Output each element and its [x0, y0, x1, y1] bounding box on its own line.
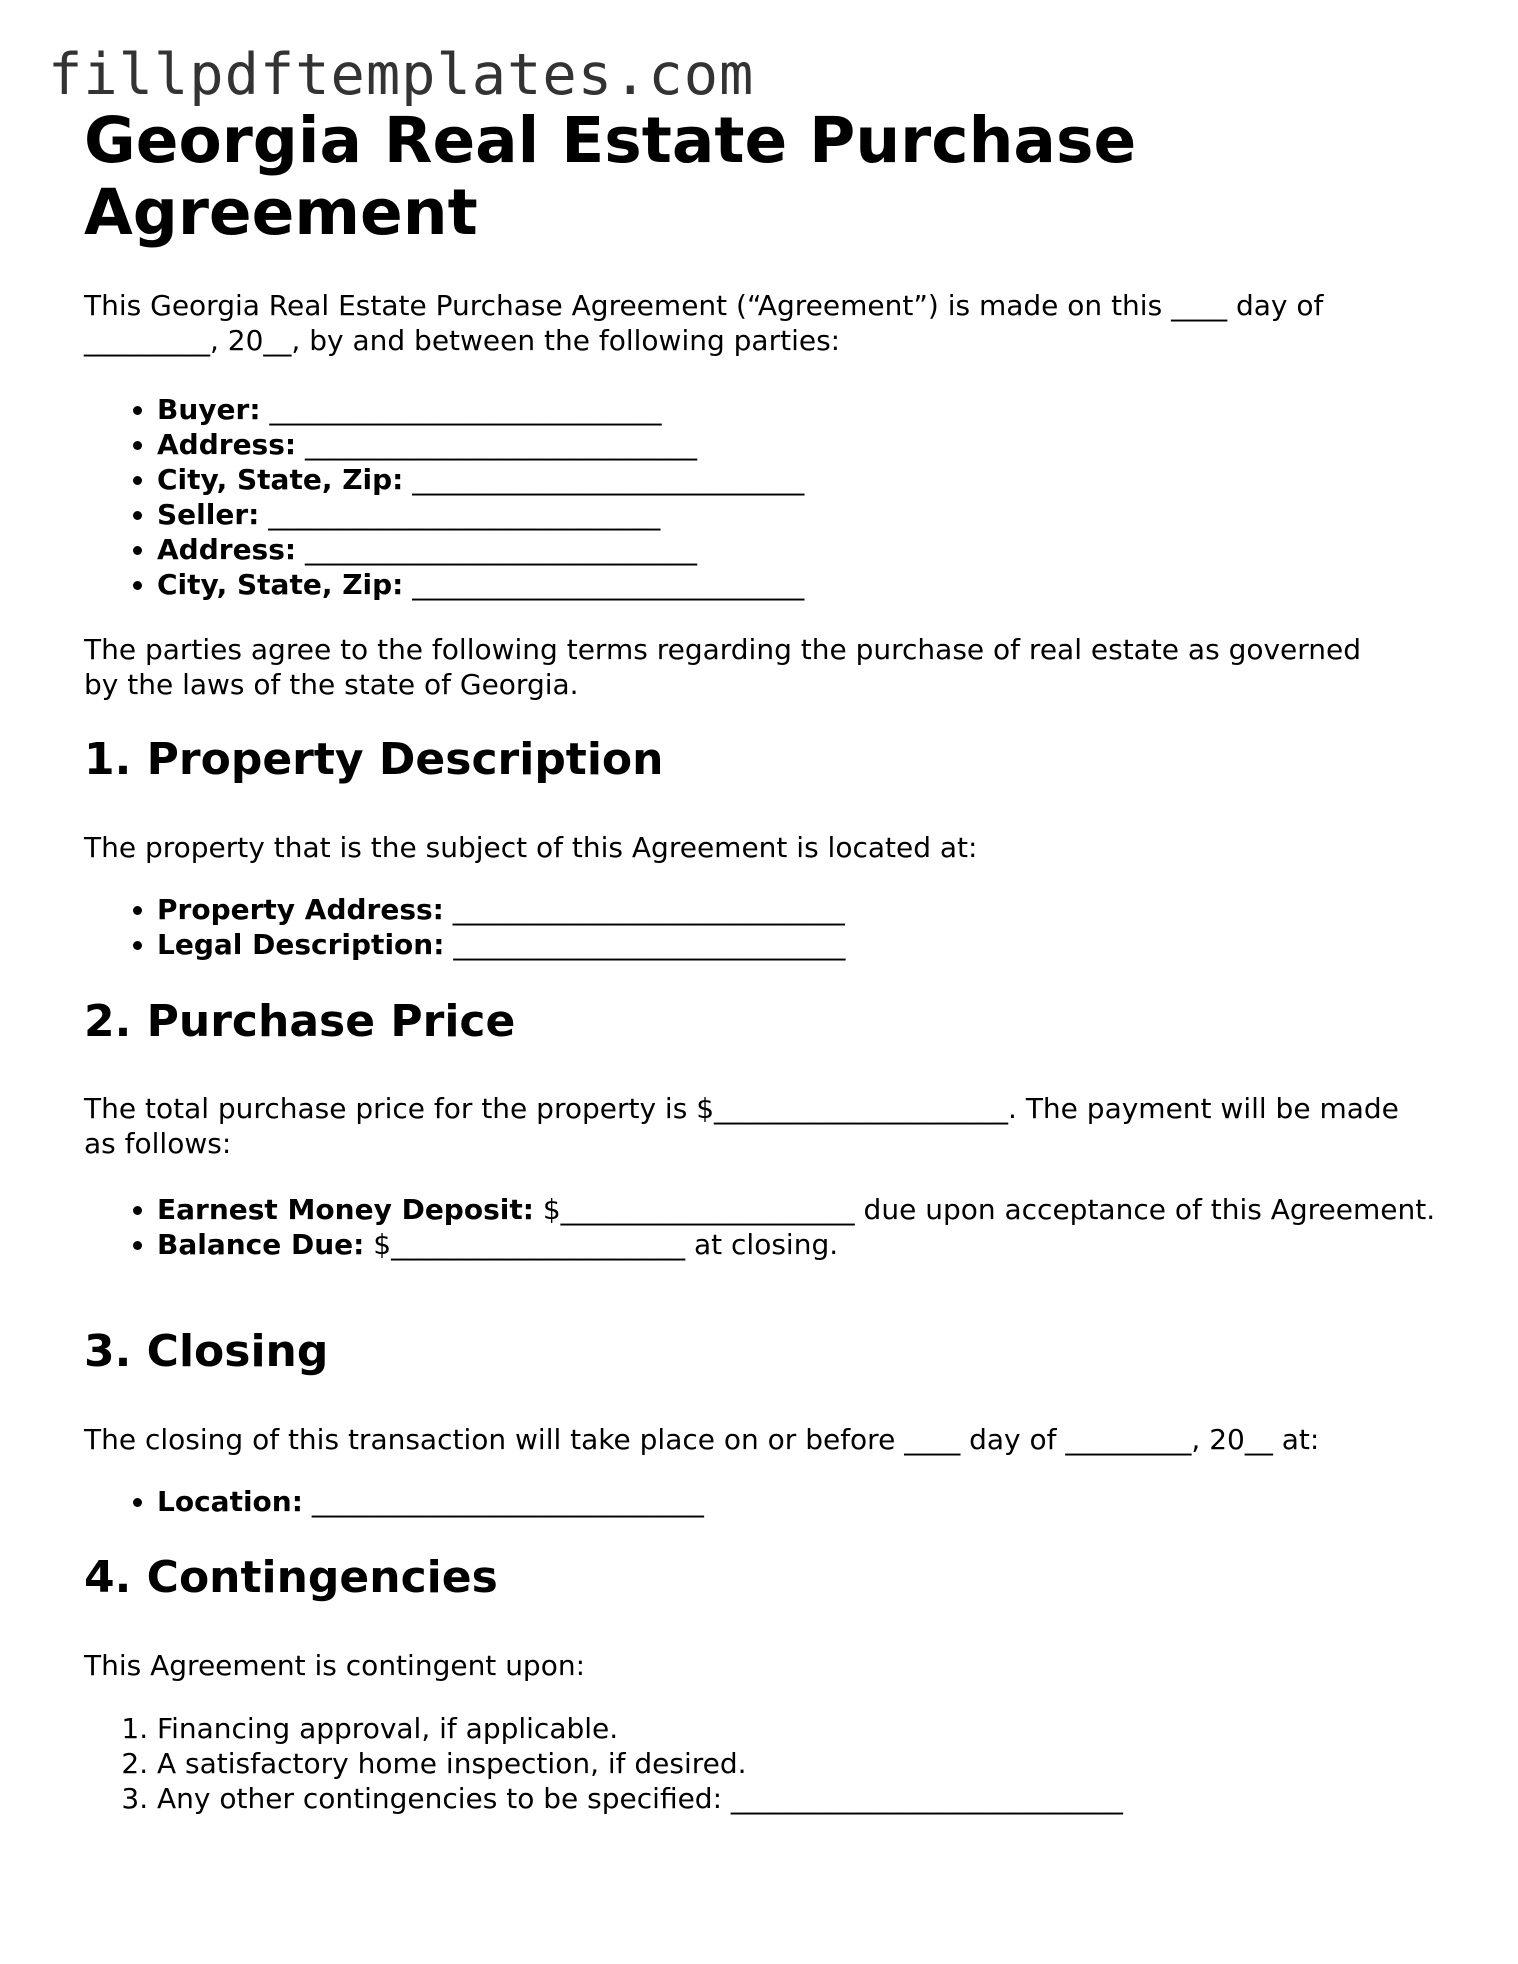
property-fields-list: [84, 892, 845, 962]
parties-list: [84, 392, 1457, 602]
list-item: 1. Financing approval, if applicable.: [157, 1711, 1123, 1746]
field-text[interactable]: $_____________________ at closing.: [373, 1228, 839, 1261]
watermark: fillpdftemplates.com: [48, 42, 755, 108]
field-label: Location:: [157, 1485, 303, 1518]
property-address-field: [157, 892, 845, 927]
field-text[interactable]: $_____________________ due upon acceptance of this Agreement.: [542, 1193, 1436, 1226]
field-label: Property Address:: [157, 893, 444, 926]
intro-paragraph: This Georgia Real Estate Purchase Agreement (“Agreement”) is made on this ____ day of _________, 20__, by and between the following parties:: [84, 289, 1324, 357]
balance-due-field: [157, 1227, 1447, 1262]
field-label: City, State, Zip:: [157, 568, 404, 601]
blank-line[interactable]: ____________________________: [311, 1485, 704, 1518]
legal-description-field: [157, 927, 845, 962]
document-page: [84, 104, 1444, 1815]
section-heading-purchase-price: 2. Purchase Price: [84, 996, 516, 1047]
party-field-buyer-city: [157, 462, 1457, 497]
field-label: Buyer:: [157, 393, 261, 426]
field-label: City, State, Zip:: [157, 463, 404, 496]
list-item: 3. Any other contingencies to be specified: ____________________________: [157, 1781, 1123, 1816]
field-label: Address:: [157, 533, 297, 566]
section-heading-property-description: 1. Property Description: [84, 734, 664, 785]
blank-line[interactable]: ____________________________: [412, 463, 805, 496]
field-label: Seller:: [157, 498, 260, 531]
section-text: This Agreement is contingent upon:: [84, 1649, 586, 1682]
blank-line[interactable]: ____________________________: [305, 428, 697, 461]
field-label: Balance Due:: [157, 1228, 365, 1261]
blank-line[interactable]: ____________________________: [269, 393, 662, 426]
party-field-buyer: [157, 392, 1457, 427]
agreement-paragraph: The parties agree to the following terms regarding the purchase of real estate as governed by the laws of the state of Georgia.: [84, 633, 1362, 701]
field-label: Legal Description:: [157, 928, 445, 961]
party-field-seller: [157, 497, 1457, 532]
section-text: The closing of this transaction will take place on or before ____ day of _________, 20__ at:: [84, 1423, 1320, 1456]
blank-line[interactable]: ____________________________: [412, 568, 805, 601]
earnest-money-field: [157, 1192, 1447, 1227]
section-text: The property that is the subject of this Agreement is located at:: [84, 831, 978, 864]
blank-line[interactable]: ____________________________: [453, 928, 846, 961]
payment-list: [84, 1192, 1447, 1262]
field-label: Address:: [157, 428, 297, 461]
section-text: The total purchase price for the property is $_____________________. The payment will be made as follows:: [84, 1092, 1399, 1160]
section-heading-contingencies: 4. Contingencies: [84, 1552, 498, 1603]
closing-list: [84, 1484, 704, 1519]
contingencies-list: [84, 1711, 1123, 1816]
location-field: [157, 1484, 704, 1519]
party-field-seller-address: [157, 532, 1457, 567]
blank-line[interactable]: ____________________________: [452, 893, 845, 926]
blank-line[interactable]: ____________________________: [305, 533, 697, 566]
party-field-seller-city: [157, 567, 1457, 602]
section-heading-closing: 3. Closing: [84, 1326, 329, 1377]
document-title: Georgia Real Estate Purchase Agreement: [84, 104, 1137, 249]
blank-line[interactable]: ____________________________: [268, 498, 661, 531]
list-item: 2. A satisfactory home inspection, if desired.: [157, 1746, 1123, 1781]
party-field-buyer-address: [157, 427, 1457, 462]
field-label: Earnest Money Deposit:: [157, 1193, 534, 1226]
